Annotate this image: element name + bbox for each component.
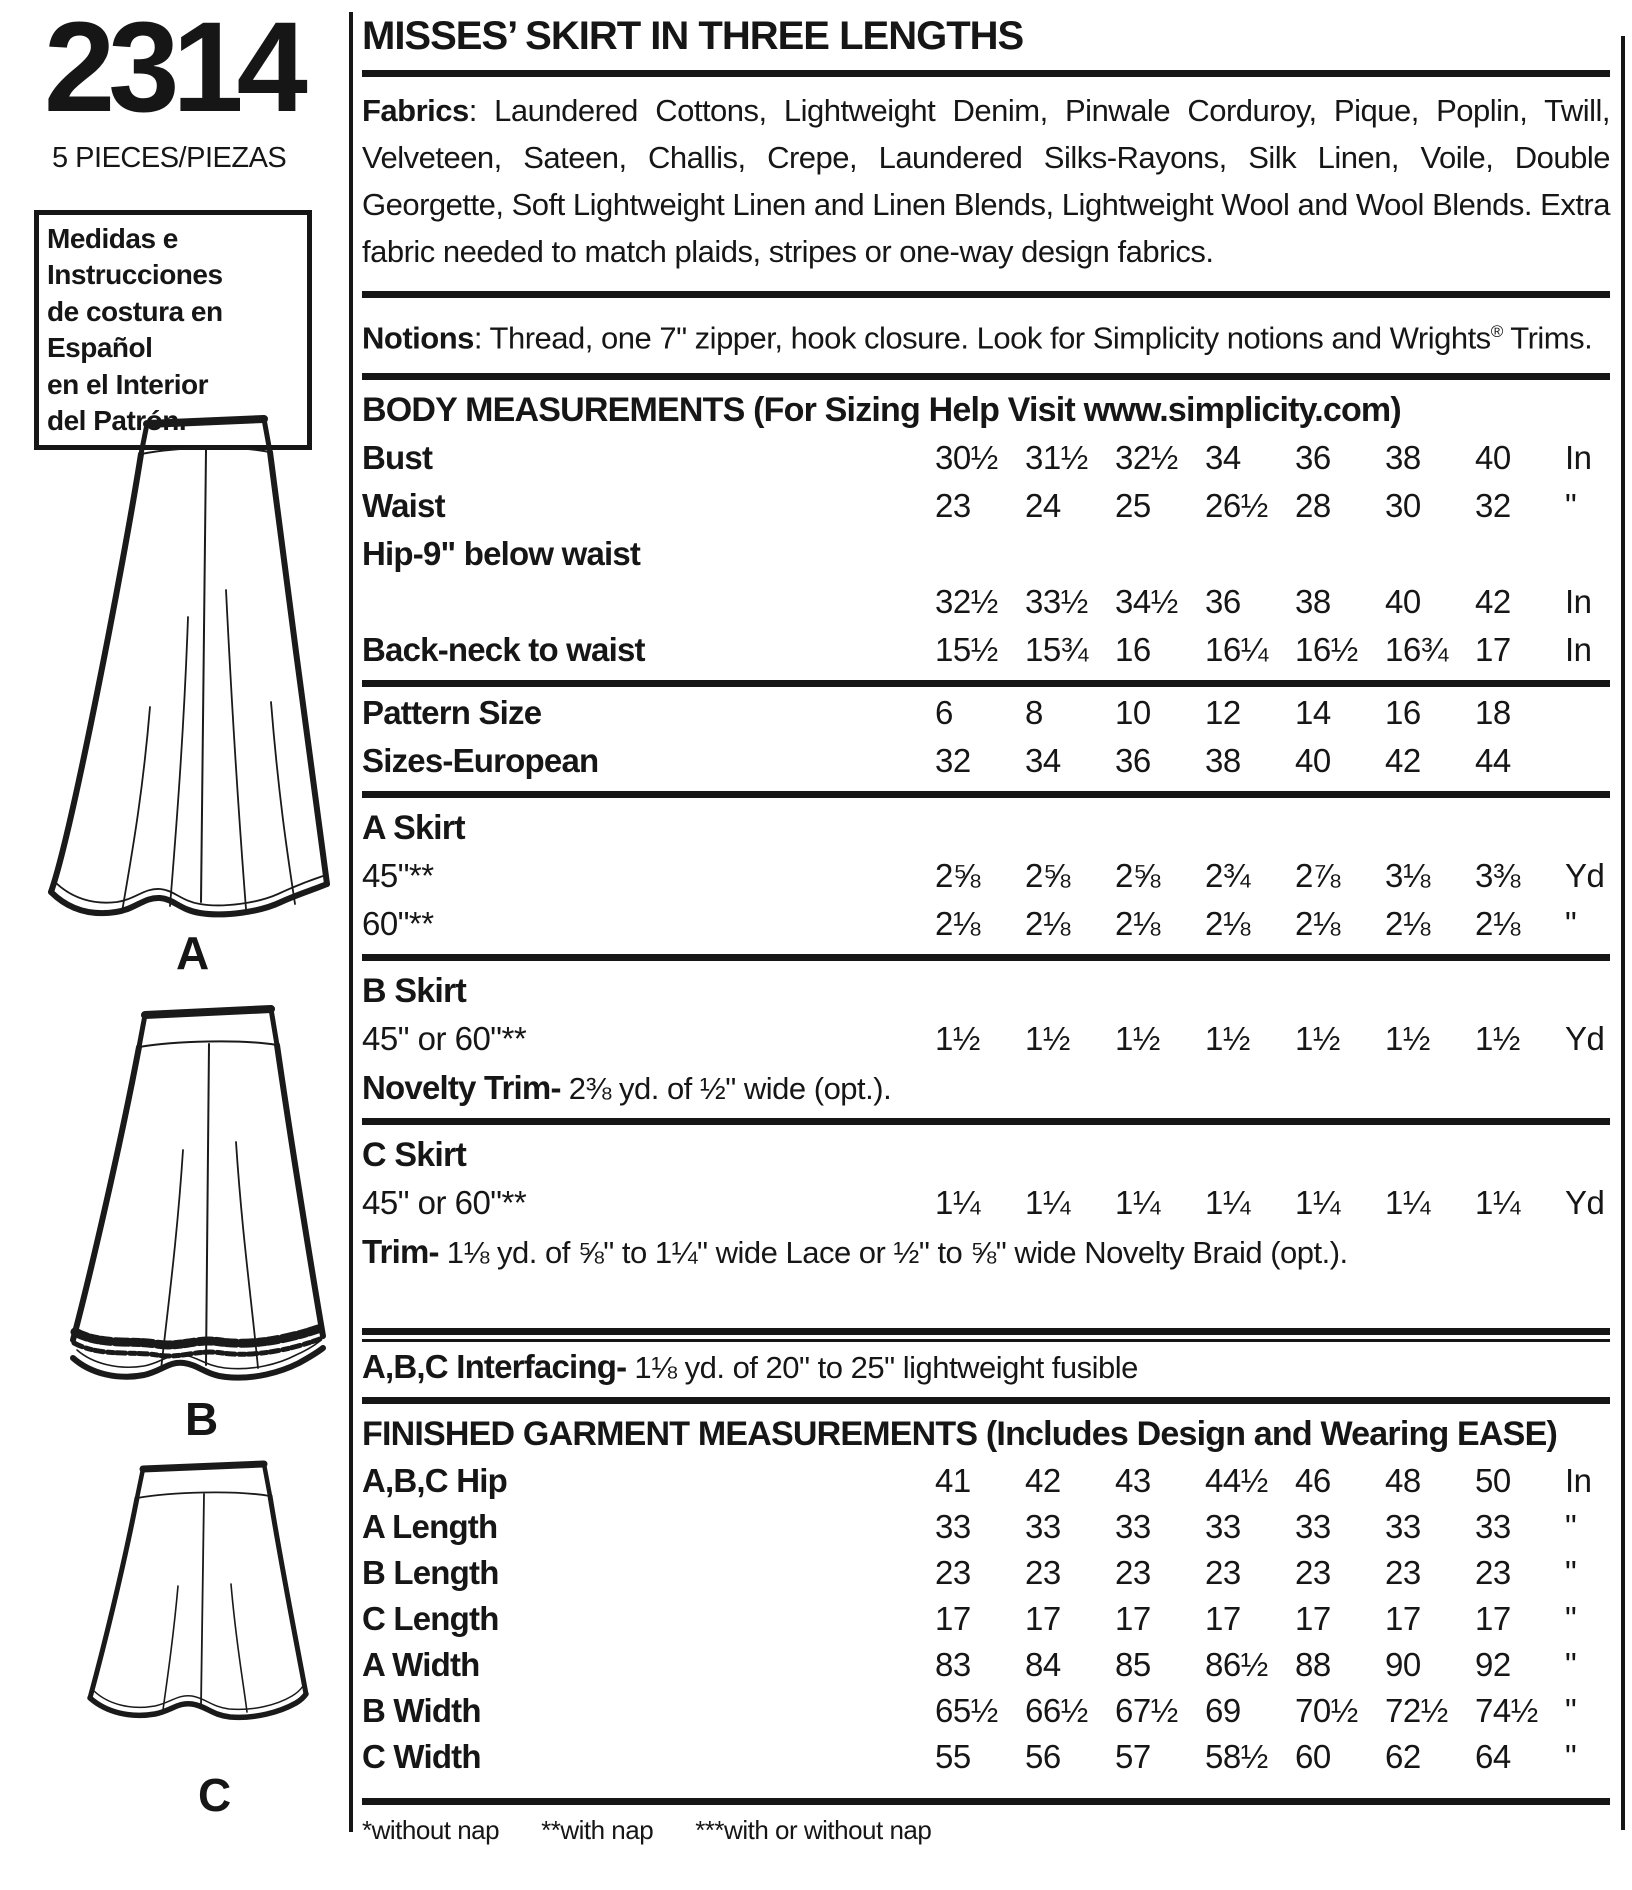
unit-label: In [1565, 1462, 1592, 1500]
registered-trademark-mark: ® [1490, 322, 1503, 341]
page-title: MISSES’ SKIRT IN THREE LENGTHS [362, 14, 1024, 58]
spanish-note-line: Medidas e Instrucciones [47, 223, 223, 291]
skirt-b-heading: B Skirt [362, 972, 466, 1011]
measurement-value: 1½ [935, 1020, 980, 1058]
row-label: 60"** [362, 905, 434, 943]
measurement-value: 42 [1025, 1462, 1061, 1500]
row-label: 45" or 60"** [362, 1020, 527, 1058]
table-row [362, 1688, 1610, 1734]
measurement-value: 2⅝ [1115, 857, 1160, 895]
measurement-value: 33 [1115, 1508, 1151, 1546]
measurement-value: 69 [1205, 1692, 1241, 1730]
unit-label: Yd [1565, 1020, 1605, 1058]
unit-label: " [1565, 1554, 1577, 1592]
skirt-b-yardage-table [362, 1015, 1610, 1063]
view-b-label: B [185, 1393, 218, 1445]
row-label: B Length [362, 1554, 499, 1592]
column-divider-line [349, 12, 353, 1832]
measurement-value: 46 [1295, 1462, 1331, 1500]
measurement-value: 30 [1385, 487, 1421, 525]
novelty-trim-label: Novelty Trim- [362, 1069, 561, 1107]
measurement-value: 23 [935, 487, 971, 525]
measurement-value: 1¼ [1295, 1184, 1340, 1222]
measurement-value: 17 [935, 1600, 971, 1638]
row-label: A,B,C Hip [362, 1462, 507, 1500]
measurement-value: 33 [1295, 1508, 1331, 1546]
measurement-value: 2⅝ [1025, 857, 1070, 895]
measurement-value: 72½ [1385, 1692, 1448, 1730]
measurement-value: 32½ [1115, 439, 1178, 477]
body-measurements-heading: BODY MEASUREMENTS (For Sizing Help Visit www.simplicity.com) [362, 391, 1401, 430]
measurement-value: 34 [1205, 439, 1241, 477]
row-label: Bust [362, 439, 433, 477]
measurement-value: 15½ [935, 631, 998, 669]
table-row [362, 626, 1610, 674]
measurement-value: 43 [1115, 1462, 1151, 1500]
skirt-a-yardage-table [362, 852, 1610, 948]
measurement-value: 1¼ [1205, 1184, 1250, 1222]
measurement-value: 23 [1295, 1554, 1331, 1592]
row-label: 45" or 60"** [362, 1184, 527, 1222]
measurement-value: 2⅛ [1295, 905, 1340, 943]
measurement-value: 38 [1295, 583, 1331, 621]
measurement-value: 30½ [935, 439, 998, 477]
measurement-value: 34½ [1115, 583, 1178, 621]
measurement-value: 23 [1205, 1554, 1241, 1592]
measurement-value: 23 [935, 1554, 971, 1592]
unit-label: " [1565, 1692, 1577, 1730]
measurement-value: 70½ [1295, 1692, 1358, 1730]
divider [362, 791, 1610, 798]
measurement-value: 2⅛ [1385, 905, 1430, 943]
view-a-label: A [176, 927, 209, 979]
measurement-value: 17 [1115, 1600, 1151, 1638]
trim-note [362, 1229, 1610, 1276]
measurement-value: 33 [1025, 1508, 1061, 1546]
skirt-c-illustration [72, 1458, 342, 1746]
table-row [362, 1734, 1610, 1780]
measurement-value: 16¼ [1205, 631, 1268, 669]
skirt-a-illustration [38, 412, 338, 947]
measurement-value: 58½ [1205, 1738, 1268, 1776]
row-label: Back-neck to waist [362, 631, 645, 669]
row-label: Pattern Size [362, 694, 542, 732]
measurement-value: 67½ [1115, 1692, 1178, 1730]
skirt-a-heading: A Skirt [362, 809, 465, 848]
measurement-value: 16¾ [1385, 631, 1448, 669]
table-row [362, 1550, 1610, 1596]
unit-label: " [1565, 1738, 1577, 1776]
measurement-value: 42 [1475, 583, 1511, 621]
measurement-value: 85 [1115, 1646, 1151, 1684]
measurement-value: 44½ [1205, 1462, 1268, 1500]
trim-text: 1⅛ yd. of ⅝" to 1¼" wide Lace or ½" to ⅝" wide Novelty Braid (opt.). [438, 1235, 1348, 1271]
table-row [362, 1642, 1610, 1688]
measurement-value: 8 [1025, 694, 1043, 732]
unit-label: " [1565, 905, 1577, 943]
table-row [362, 1458, 1610, 1504]
table-row [362, 900, 1610, 948]
measurement-value: 40 [1475, 439, 1511, 477]
row-label: A Length [362, 1508, 498, 1546]
unit-label: In [1565, 583, 1592, 621]
measurement-value: 3⅛ [1385, 857, 1430, 895]
measurement-value: 1¼ [935, 1184, 980, 1222]
interfacing-text: 1⅛ yd. of 20" to 25" lightweight fusible [626, 1350, 1138, 1386]
trim-label: Trim- [362, 1233, 439, 1271]
unit-label: In [1565, 439, 1592, 477]
fabrics-paragraph [362, 87, 1610, 275]
unit-label: " [1565, 1646, 1577, 1684]
divider [362, 1798, 1610, 1805]
measurement-value: 1½ [1115, 1020, 1160, 1058]
finished-measurements-table [362, 1458, 1610, 1780]
measurement-value: 17 [1385, 1600, 1421, 1638]
fabrics-text: : Laundered Cottons, Lightweight Denim, Pinwale Corduroy, Pique, Poplin, Twill, Velveteen, Sateen, Challis, Crepe, Laundered Silks-Rayons, Silk Linen, Voile, Double Georgette, Soft Lightweight Linen and Linen Blends, Lightweight Wool and Wool Blends. Extra fabric needed to match plaids, stripes or one-way design fabrics. [362, 93, 1610, 269]
measurement-value: 16½ [1295, 631, 1358, 669]
measurement-value: 23 [1025, 1554, 1061, 1592]
divider [362, 954, 1610, 961]
measurement-value: 1½ [1475, 1020, 1520, 1058]
divider [362, 373, 1610, 380]
measurement-value: 12 [1205, 694, 1241, 732]
row-label: Waist [362, 487, 445, 525]
body-measurements-table [362, 434, 1610, 674]
measurement-value: 1½ [1205, 1020, 1250, 1058]
measurement-value: 34 [1025, 742, 1061, 780]
measurement-value: 28 [1295, 487, 1331, 525]
measurement-value: 84 [1025, 1646, 1061, 1684]
interfacing-label: A,B,C Interfacing- [362, 1348, 627, 1386]
row-label: Hip-9" below waist [362, 535, 641, 573]
measurement-value: 6 [935, 694, 953, 732]
unit-label: " [1565, 1508, 1577, 1546]
measurement-value: 31½ [1025, 439, 1088, 477]
nap-footnotes [362, 1813, 1610, 1847]
measurement-value: 2⅛ [1025, 905, 1070, 943]
measurement-value: 33 [1385, 1508, 1421, 1546]
measurement-value: 17 [1475, 1600, 1511, 1638]
measurement-value: 18 [1475, 694, 1511, 732]
measurement-value: 16 [1115, 631, 1151, 669]
measurement-value: 65½ [935, 1692, 998, 1730]
measurement-value: 2⅛ [935, 905, 980, 943]
measurement-value: 1½ [1385, 1020, 1430, 1058]
unit-label: " [1565, 487, 1577, 525]
measurement-value: 36 [1295, 439, 1331, 477]
table-row [362, 1015, 1610, 1063]
row-label: C Length [362, 1600, 499, 1638]
measurement-value: 15¾ [1025, 631, 1088, 669]
divider [362, 1397, 1610, 1404]
measurement-value: 36 [1115, 742, 1151, 780]
row-label: 45"** [362, 857, 434, 895]
divider [362, 70, 1610, 77]
spanish-note-line: en el Interior [47, 368, 209, 400]
table-row [362, 434, 1610, 482]
double-divider [362, 1328, 1610, 1342]
measurement-value: 48 [1385, 1462, 1421, 1500]
table-row [362, 737, 1610, 785]
divider [362, 291, 1610, 298]
measurement-value: 42 [1385, 742, 1421, 780]
spanish-note-line: del Patrón. [47, 404, 187, 436]
skirt-c-yardage-table [362, 1179, 1610, 1227]
measurement-value: 1¼ [1475, 1184, 1520, 1222]
measurement-value: 86½ [1205, 1646, 1268, 1684]
row-label: C Width [362, 1738, 481, 1776]
measurement-value: 14 [1295, 694, 1331, 732]
fabrics-label: Fabrics [362, 93, 469, 128]
measurement-value: 2⅝ [935, 857, 980, 895]
measurement-value: 17 [1025, 1600, 1061, 1638]
measurement-value: 66½ [1025, 1692, 1088, 1730]
measurement-value: 23 [1475, 1554, 1511, 1592]
measurement-value: 92 [1475, 1646, 1511, 1684]
measurement-value: 1½ [1025, 1020, 1070, 1058]
novelty-trim-note [362, 1065, 1610, 1112]
measurement-value: 44 [1475, 742, 1511, 780]
table-row [362, 1596, 1610, 1642]
novelty-trim-text: 2⅜ yd. of ½" wide (opt.). [560, 1071, 892, 1107]
table-row [362, 1504, 1610, 1550]
pieces-count: 5 PIECES/PIEZAS [52, 142, 287, 174]
row-label: B Width [362, 1692, 481, 1730]
row-label: A Width [362, 1646, 480, 1684]
pattern-number: 2314 [44, 0, 301, 139]
measurement-value: 2⅛ [1115, 905, 1160, 943]
measurement-value: 2⅛ [1205, 905, 1250, 943]
measurement-value: 17 [1295, 1600, 1331, 1638]
footnote-with-or-without-nap: ***with or without nap [695, 1815, 932, 1846]
measurement-value: 17 [1475, 631, 1511, 669]
measurement-value: 50 [1475, 1462, 1511, 1500]
spanish-note-line: de costura en Español [47, 295, 223, 364]
finished-measurements-heading: FINISHED GARMENT MEASUREMENTS (Includes Design and Wearing EASE) [362, 1415, 1557, 1454]
measurement-value: 60 [1295, 1738, 1331, 1776]
measurement-value: 17 [1205, 1600, 1241, 1638]
measurement-value: 33 [1475, 1508, 1511, 1546]
skirt-c-heading: C Skirt [362, 1136, 466, 1175]
measurement-value: 36 [1205, 583, 1241, 621]
measurement-value: 41 [935, 1462, 971, 1500]
unit-label: Yd [1565, 857, 1605, 895]
measurement-value: 26½ [1205, 487, 1268, 525]
notions-text: : Thread, one 7" zipper, hook closure. Look for Simplicity notions and Wrights [473, 320, 1491, 356]
table-row [362, 852, 1610, 900]
measurement-value: 40 [1385, 583, 1421, 621]
measurement-value: 2⅞ [1295, 857, 1340, 895]
unit-label: In [1565, 631, 1592, 669]
measurement-value: 23 [1385, 1554, 1421, 1592]
measurement-value: 38 [1205, 742, 1241, 780]
measurement-value: 32 [1475, 487, 1511, 525]
skirt-b-illustration [55, 1002, 335, 1394]
measurement-value: 32 [935, 742, 971, 780]
unit-label: Yd [1565, 1184, 1605, 1222]
measurement-value: 1¼ [1115, 1184, 1160, 1222]
notions-paragraph [362, 308, 1610, 361]
envelope-back-content [362, 14, 1610, 1847]
measurement-value: 1¼ [1025, 1184, 1070, 1222]
table-row [362, 482, 1610, 530]
unit-label: " [1565, 1600, 1577, 1638]
measurement-value: 88 [1295, 1646, 1331, 1684]
measurement-value: 33 [1205, 1508, 1241, 1546]
footnote-without-nap: *without nap [362, 1815, 500, 1846]
row-label: Sizes-European [362, 742, 599, 780]
pattern-size-table [362, 689, 1610, 785]
table-row [362, 578, 1610, 626]
measurement-value: 10 [1115, 694, 1151, 732]
view-c-label: C [198, 1769, 231, 1821]
measurement-value: 57 [1115, 1738, 1151, 1776]
measurement-value: 64 [1475, 1738, 1511, 1776]
measurement-value: 56 [1025, 1738, 1061, 1776]
measurement-value: 55 [935, 1738, 971, 1776]
table-row [362, 1179, 1610, 1227]
notions-label: Notions [362, 320, 474, 356]
measurement-value: 33½ [1025, 583, 1088, 621]
measurement-value: 90 [1385, 1646, 1421, 1684]
measurement-value: 24 [1025, 487, 1061, 525]
measurement-value: 83 [935, 1646, 971, 1684]
right-border-line [1621, 36, 1625, 1830]
measurement-value: 32½ [935, 583, 998, 621]
measurement-value: 62 [1385, 1738, 1421, 1776]
measurement-value: 2¾ [1205, 857, 1250, 895]
measurement-value: 25 [1115, 487, 1151, 525]
footnote-with-nap: **with nap [541, 1815, 654, 1846]
notions-text-after: Trims. [1502, 320, 1593, 356]
measurement-value: 1¼ [1385, 1184, 1430, 1222]
table-row [362, 689, 1610, 737]
measurement-value: 23 [1115, 1554, 1151, 1592]
measurement-value: 40 [1295, 742, 1331, 780]
measurement-value: 74½ [1475, 1692, 1538, 1730]
measurement-value: 16 [1385, 694, 1421, 732]
measurement-value: 1½ [1295, 1020, 1340, 1058]
divider [362, 1118, 1610, 1125]
interfacing-note [362, 1344, 1610, 1391]
divider [362, 680, 1610, 687]
measurement-value: 3⅜ [1475, 857, 1520, 895]
measurement-value: 33 [935, 1508, 971, 1546]
table-row [362, 530, 1610, 578]
measurement-value: 38 [1385, 439, 1421, 477]
measurement-value: 2⅛ [1475, 905, 1520, 943]
